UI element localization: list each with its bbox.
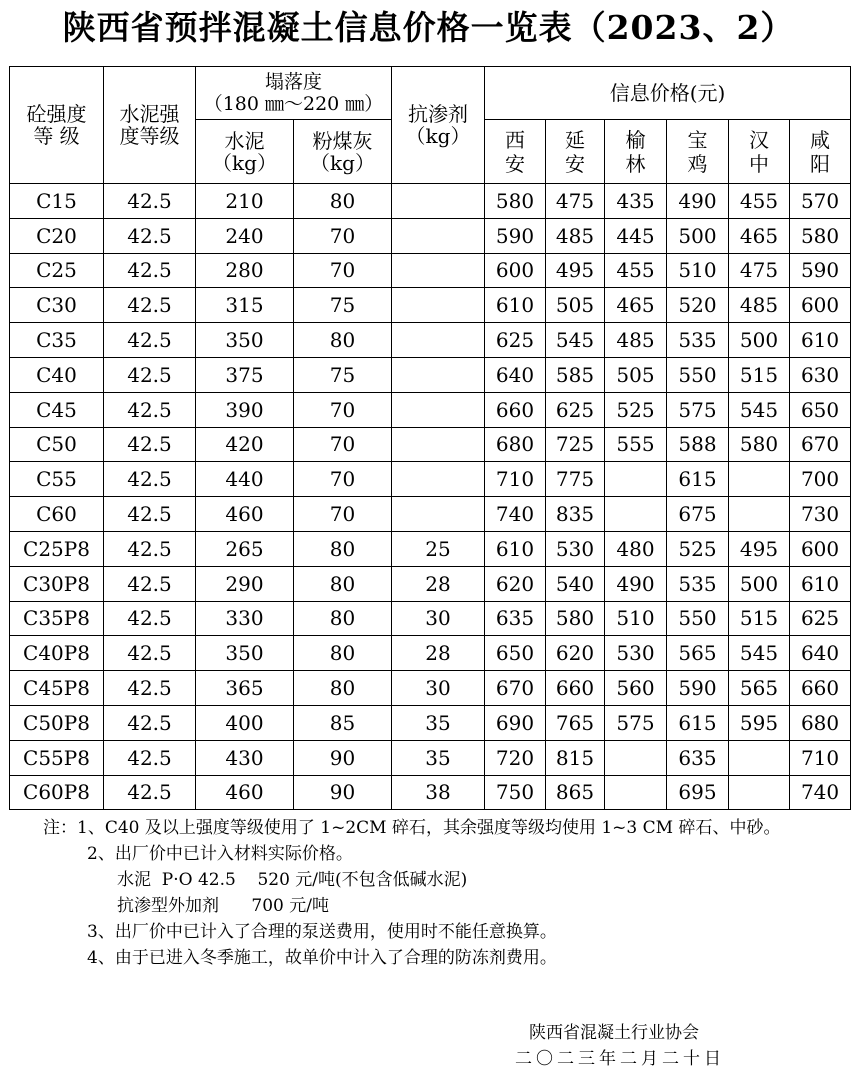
table-cell: 42.5 — [104, 462, 196, 497]
table-cell: 815 — [546, 740, 605, 775]
table-cell: 580 — [729, 427, 790, 462]
table-cell: 445 — [605, 218, 667, 253]
table-cell: 670 — [485, 671, 546, 706]
table-cell: 630 — [790, 357, 851, 392]
header-cement: 水泥 （kg） — [196, 120, 294, 184]
table-cell: 720 — [485, 740, 546, 775]
table-cell: 545 — [729, 392, 790, 427]
table-cell: 400 — [196, 705, 294, 740]
table-cell: C50 — [10, 427, 104, 462]
table-cell: 580 — [485, 184, 546, 219]
table-cell: 500 — [729, 566, 790, 601]
table-cell — [605, 740, 667, 775]
table-row — [10, 775, 851, 810]
table-row — [10, 218, 851, 253]
table-cell: 640 — [790, 636, 851, 671]
table-cell: 765 — [546, 705, 605, 740]
table-cell: 500 — [729, 323, 790, 358]
table-cell: 210 — [196, 184, 294, 219]
table-cell: 625 — [790, 601, 851, 636]
table-cell: 430 — [196, 740, 294, 775]
table-cell: 35 — [392, 705, 485, 740]
table-cell: 30 — [392, 671, 485, 706]
table-row — [10, 601, 851, 636]
table-cell: C15 — [10, 184, 104, 219]
signature — [515, 1020, 725, 1072]
table-cell — [392, 392, 485, 427]
table-cell: 80 — [294, 531, 392, 566]
table-cell: 635 — [667, 740, 729, 775]
table-cell: 865 — [546, 775, 605, 810]
table-cell — [392, 323, 485, 358]
table-cell: 90 — [294, 740, 392, 775]
table-row — [10, 671, 851, 706]
table-cell: 505 — [546, 288, 605, 323]
table-cell: 38 — [392, 775, 485, 810]
table-cell: 290 — [196, 566, 294, 601]
table-cell: 625 — [485, 323, 546, 358]
table-cell: 580 — [546, 601, 605, 636]
header-city-xianyang: 咸阳 — [790, 120, 851, 184]
table-cell: 600 — [790, 288, 851, 323]
table-cell: 75 — [294, 288, 392, 323]
table-cell: 465 — [605, 288, 667, 323]
table-cell — [392, 357, 485, 392]
table-cell: 660 — [485, 392, 546, 427]
table-row — [10, 740, 851, 775]
table-cell: 675 — [667, 497, 729, 532]
table-cell: 390 — [196, 392, 294, 427]
table-cell: 660 — [790, 671, 851, 706]
table-cell: 365 — [196, 671, 294, 706]
table-cell: C25P8 — [10, 531, 104, 566]
table-cell: 70 — [294, 218, 392, 253]
header-city-yulin: 榆林 — [605, 120, 667, 184]
table-cell — [729, 462, 790, 497]
note-2-additive: 抗渗型外加剂 700 元/吨 — [117, 896, 330, 916]
table-cell: 315 — [196, 288, 294, 323]
note-2-cement: 水泥 P·O 42.5 520 元/吨(不包含低碱水泥) — [117, 870, 468, 890]
table-cell: 610 — [790, 566, 851, 601]
table-cell: 565 — [729, 671, 790, 706]
table-cell: 70 — [294, 392, 392, 427]
table-cell: 42.5 — [104, 636, 196, 671]
table-cell: 595 — [729, 705, 790, 740]
header-slump: 塌落度 （180 ㎜～220 ㎜） — [196, 67, 392, 120]
table-cell: 710 — [790, 740, 851, 775]
table-row — [10, 253, 851, 288]
table-cell — [392, 253, 485, 288]
table-cell: 695 — [667, 775, 729, 810]
table-cell — [605, 775, 667, 810]
table-cell: 460 — [196, 497, 294, 532]
table-cell: 640 — [485, 357, 546, 392]
table-cell: 525 — [667, 531, 729, 566]
table-cell: 835 — [546, 497, 605, 532]
table-row — [10, 184, 851, 219]
table-cell: 42.5 — [104, 531, 196, 566]
table-cell: 42.5 — [104, 323, 196, 358]
table-cell: 435 — [605, 184, 667, 219]
table-cell: C20 — [10, 218, 104, 253]
table-cell — [392, 427, 485, 462]
table-cell: 80 — [294, 601, 392, 636]
table-cell: 460 — [196, 775, 294, 810]
header-city-xian: 西安 — [485, 120, 546, 184]
table-cell: 575 — [605, 705, 667, 740]
table-cell — [392, 288, 485, 323]
table-cell: 775 — [546, 462, 605, 497]
table-cell: 42.5 — [104, 740, 196, 775]
table-cell: 570 — [790, 184, 851, 219]
table-cell — [392, 462, 485, 497]
table-row — [10, 357, 851, 392]
table-cell: C30 — [10, 288, 104, 323]
header-cement-grade: 水泥强 度等级 — [104, 67, 196, 184]
table-cell: 535 — [667, 566, 729, 601]
table-cell: 80 — [294, 323, 392, 358]
table-cell: 80 — [294, 636, 392, 671]
table-cell: 590 — [790, 253, 851, 288]
table-cell: 42.5 — [104, 601, 196, 636]
table-cell: 750 — [485, 775, 546, 810]
table-cell: 625 — [546, 392, 605, 427]
table-cell: 540 — [546, 566, 605, 601]
table-cell: 28 — [392, 636, 485, 671]
table-cell: 480 — [605, 531, 667, 566]
table-cell: 42.5 — [104, 497, 196, 532]
table-cell: 550 — [667, 601, 729, 636]
table-cell: 42.5 — [104, 775, 196, 810]
table-cell: 610 — [485, 288, 546, 323]
table-row — [10, 531, 851, 566]
table-cell: 42.5 — [104, 288, 196, 323]
table-cell: 42.5 — [104, 671, 196, 706]
table-cell: 375 — [196, 357, 294, 392]
table-cell: C35 — [10, 323, 104, 358]
table-cell: 510 — [605, 601, 667, 636]
table-cell: 610 — [485, 531, 546, 566]
table-cell: 70 — [294, 427, 392, 462]
table-cell — [392, 497, 485, 532]
table-cell — [605, 462, 667, 497]
page-title: 陕西省预拌混凝土信息价格一览表（2023、2） — [62, 8, 795, 47]
table-cell: 588 — [667, 427, 729, 462]
table-cell: 42.5 — [104, 184, 196, 219]
table-cell: 565 — [667, 636, 729, 671]
table-cell: 700 — [790, 462, 851, 497]
table-cell: 560 — [605, 671, 667, 706]
table-cell: 650 — [790, 392, 851, 427]
table-cell: 25 — [392, 531, 485, 566]
note-2: 2、出厂价中已计入材料实际价格。 — [87, 844, 353, 864]
table-cell: 70 — [294, 253, 392, 288]
table-cell: 740 — [790, 775, 851, 810]
table-cell: 90 — [294, 775, 392, 810]
table-cell: C40P8 — [10, 636, 104, 671]
table-cell: 42.5 — [104, 253, 196, 288]
table-cell: C35P8 — [10, 601, 104, 636]
table-cell: C55 — [10, 462, 104, 497]
table-row — [10, 497, 851, 532]
table-cell: 42.5 — [104, 566, 196, 601]
header-grade: 砼强度 等 级 — [10, 67, 104, 184]
table-cell: 28 — [392, 566, 485, 601]
table-cell: 725 — [546, 427, 605, 462]
table-row — [10, 392, 851, 427]
header-flyash: 粉煤灰 （kg） — [294, 120, 392, 184]
note-4: 4、由于已进入冬季施工，故单价中计入了合理的防冻剂费用。 — [87, 948, 557, 968]
table-cell: 495 — [729, 531, 790, 566]
table-cell: 510 — [667, 253, 729, 288]
table-cell: 505 — [605, 357, 667, 392]
table-row — [10, 462, 851, 497]
table-cell: 330 — [196, 601, 294, 636]
table-cell: 75 — [294, 357, 392, 392]
table-cell: C60 — [10, 497, 104, 532]
signature-org: 陕西省混凝土行业协会 — [529, 1023, 699, 1043]
table-cell: C40 — [10, 357, 104, 392]
table-cell: 680 — [485, 427, 546, 462]
table-cell: 615 — [667, 462, 729, 497]
table-cell: 350 — [196, 323, 294, 358]
table-cell — [392, 218, 485, 253]
table-cell: 280 — [196, 253, 294, 288]
note-1: 注：1、C40 及以上强度等级使用了 1~2CM 碎石，其余强度等级均使用 1~3 CM 碎石、中砂。 — [43, 818, 781, 838]
header-city-yanan: 延安 — [546, 120, 605, 184]
table-cell — [729, 497, 790, 532]
table-cell: 35 — [392, 740, 485, 775]
table-cell: 440 — [196, 462, 294, 497]
table-cell: 475 — [546, 184, 605, 219]
table-cell: C45P8 — [10, 671, 104, 706]
table-cell: 475 — [729, 253, 790, 288]
table-cell: 600 — [485, 253, 546, 288]
table-cell: 555 — [605, 427, 667, 462]
table-cell: C30P8 — [10, 566, 104, 601]
table-row — [10, 288, 851, 323]
table-cell: 620 — [546, 636, 605, 671]
table-cell: 80 — [294, 566, 392, 601]
table-cell: 420 — [196, 427, 294, 462]
table-cell: 635 — [485, 601, 546, 636]
table-cell: 485 — [605, 323, 667, 358]
table-cell: 690 — [485, 705, 546, 740]
header-additive: 抗渗剂 （kg） — [392, 67, 485, 184]
table-cell: 680 — [790, 705, 851, 740]
table-cell — [605, 497, 667, 532]
table-cell: 85 — [294, 705, 392, 740]
table-cell: 42.5 — [104, 705, 196, 740]
table-cell: C25 — [10, 253, 104, 288]
notes — [43, 815, 780, 971]
table-cell: 730 — [790, 497, 851, 532]
table-cell: 465 — [729, 218, 790, 253]
table-cell — [392, 184, 485, 219]
table-cell: 670 — [790, 427, 851, 462]
table-cell: 485 — [729, 288, 790, 323]
table-cell: 515 — [729, 357, 790, 392]
table-cell: 485 — [546, 218, 605, 253]
header-price: 信息价格(元) — [485, 67, 851, 120]
table-cell: 585 — [546, 357, 605, 392]
header-city-baoji: 宝鸡 — [667, 120, 729, 184]
table-cell: 620 — [485, 566, 546, 601]
table-cell: 240 — [196, 218, 294, 253]
table-cell: 740 — [485, 497, 546, 532]
table-cell: 530 — [546, 531, 605, 566]
table-cell: 70 — [294, 497, 392, 532]
table-cell: 530 — [605, 636, 667, 671]
table-cell: 710 — [485, 462, 546, 497]
table-cell: 610 — [790, 323, 851, 358]
table-cell: 535 — [667, 323, 729, 358]
note-3: 3、出厂价中已计入了合理的泵送费用，使用时不能任意换算。 — [87, 922, 557, 942]
table-cell — [729, 775, 790, 810]
table-cell: 615 — [667, 705, 729, 740]
table-cell: C50P8 — [10, 705, 104, 740]
table-cell: 42.5 — [104, 427, 196, 462]
table-cell: 660 — [546, 671, 605, 706]
table-cell: 80 — [294, 671, 392, 706]
table-cell: 350 — [196, 636, 294, 671]
table-cell: 650 — [485, 636, 546, 671]
table-row — [10, 323, 851, 358]
table-cell — [729, 740, 790, 775]
table-cell: 42.5 — [104, 218, 196, 253]
table-cell: 42.5 — [104, 392, 196, 427]
table-cell: 80 — [294, 184, 392, 219]
signature-date: 二〇二三年二月二十日 — [515, 1049, 725, 1069]
table-cell: 575 — [667, 392, 729, 427]
table-cell: 600 — [790, 531, 851, 566]
table-cell: 580 — [790, 218, 851, 253]
table-cell: 265 — [196, 531, 294, 566]
table-cell: C55P8 — [10, 740, 104, 775]
price-table — [9, 66, 851, 810]
table-cell: 525 — [605, 392, 667, 427]
table-cell: 42.5 — [104, 357, 196, 392]
table-cell: 550 — [667, 357, 729, 392]
table-cell: 545 — [729, 636, 790, 671]
table-cell: 455 — [605, 253, 667, 288]
table-row — [10, 636, 851, 671]
table-cell: 495 — [546, 253, 605, 288]
table-cell: 590 — [485, 218, 546, 253]
table-row — [10, 427, 851, 462]
table-cell: 490 — [667, 184, 729, 219]
header-city-hanzhong: 汉中 — [729, 120, 790, 184]
table-row — [10, 566, 851, 601]
table-cell: 590 — [667, 671, 729, 706]
table-cell: 70 — [294, 462, 392, 497]
table-cell: 515 — [729, 601, 790, 636]
table-cell: 455 — [729, 184, 790, 219]
table-row — [10, 705, 851, 740]
table-cell: 545 — [546, 323, 605, 358]
table-cell: 520 — [667, 288, 729, 323]
table-cell: 490 — [605, 566, 667, 601]
table-cell: 500 — [667, 218, 729, 253]
table-cell: C45 — [10, 392, 104, 427]
table-cell: 30 — [392, 601, 485, 636]
table-cell: C60P8 — [10, 775, 104, 810]
